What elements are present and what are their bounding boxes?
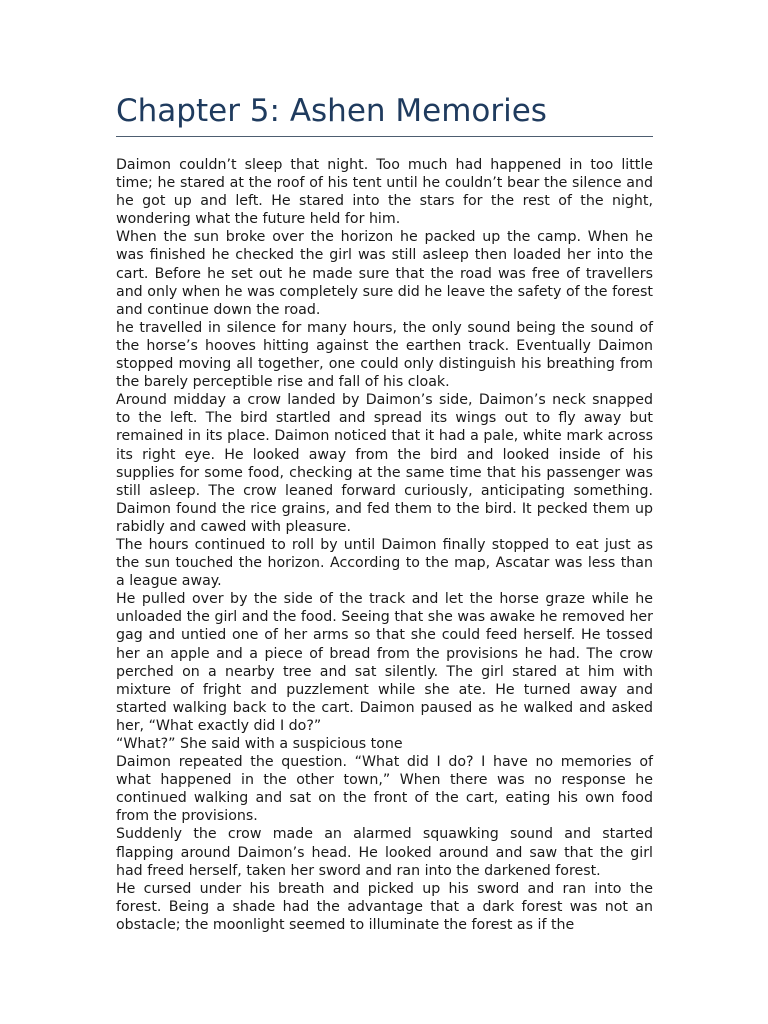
title-divider	[116, 136, 653, 137]
paragraph: he travelled in silence for many hours, the only sound being the sound of the horse’s hooves hitting against the earthen track. Eventually Daimon stopped moving all together, one could only distinguish his breathing from the barely perceptible rise and fall of his cloak.	[116, 319, 653, 391]
paragraph: Around midday a crow landed by Daimon’s side, Daimon’s neck snapped to the left. The bird startled and spread its wings out to fly away but remained in its place. Daimon noticed that it had a pale, white mark across its right eye. He looked away from the bird and looked inside of his supplies for some food, checking at the same time that his passenger was still asleep. The crow leaned forward curiously, anticipating something. Daimon found the rice grains, and fed them to the bird. It pecked them up rabidly and cawed with pleasure.	[116, 392, 653, 535]
paragraph: He cursed under his breath and picked up his sword and ran into the forest. Being a shade had the advantage that a dark forest was not an obstacle; the moonlight seemed to illuminate the forest as if the	[116, 880, 653, 933]
paragraph: Daimon repeated the question. “What did I do? I have no memories of what happened in the other town,” When there was no response he continued walking and sat on the front of the cart, eating his own food from the provisions.	[116, 754, 653, 825]
chapter-body	[116, 156, 653, 934]
paragraph: Suddenly the crow made an alarmed squawking sound and started flapping around Daimon’s head. He looked around and saw that the girl had freed herself, taken her sword and ran into the darkened forest.	[116, 826, 653, 879]
chapter-title: Chapter 5: Ashen Memories	[116, 93, 547, 129]
document-page	[116, 0, 653, 934]
paragraph: When the sun broke over the horizon he packed up the camp. When he was finished he checked the girl was still asleep then loaded her into the cart. Before he set out he made sure that the road was free of travellers and only when he was completely sure did he leave the safety of the forest and continue down the road.	[116, 229, 653, 318]
paragraph: The hours continued to roll by until Daimon finally stopped to eat just as the sun touched the horizon. According to the map, Ascatar was less than a league away.	[116, 536, 653, 590]
paragraph: “What?” She said with a suspicious tone	[116, 736, 403, 752]
paragraph: Daimon couldn’t sleep that night. Too much had happened in too little time; he stared at the roof of his tent until he couldn’t bear the silence and he got up and left. He stared into the stars for the rest of the night, wondering what the future held for him.	[116, 157, 653, 228]
paragraph: He pulled over by the side of the track and let the horse graze while he unloaded the girl and the food. Seeing that she was awake he removed her gag and untied one of her arms so that she could feed herself. He tossed her an apple and a piece of bread from the provisions he had. The crow perched on a nearby tree and sat silently. The girl stared at him with mixture of fright and puzzlement while she ate. He turned away and started walking back to the cart. Daimon paused as he walked and asked her, “What exactly did I do?”	[116, 591, 653, 734]
